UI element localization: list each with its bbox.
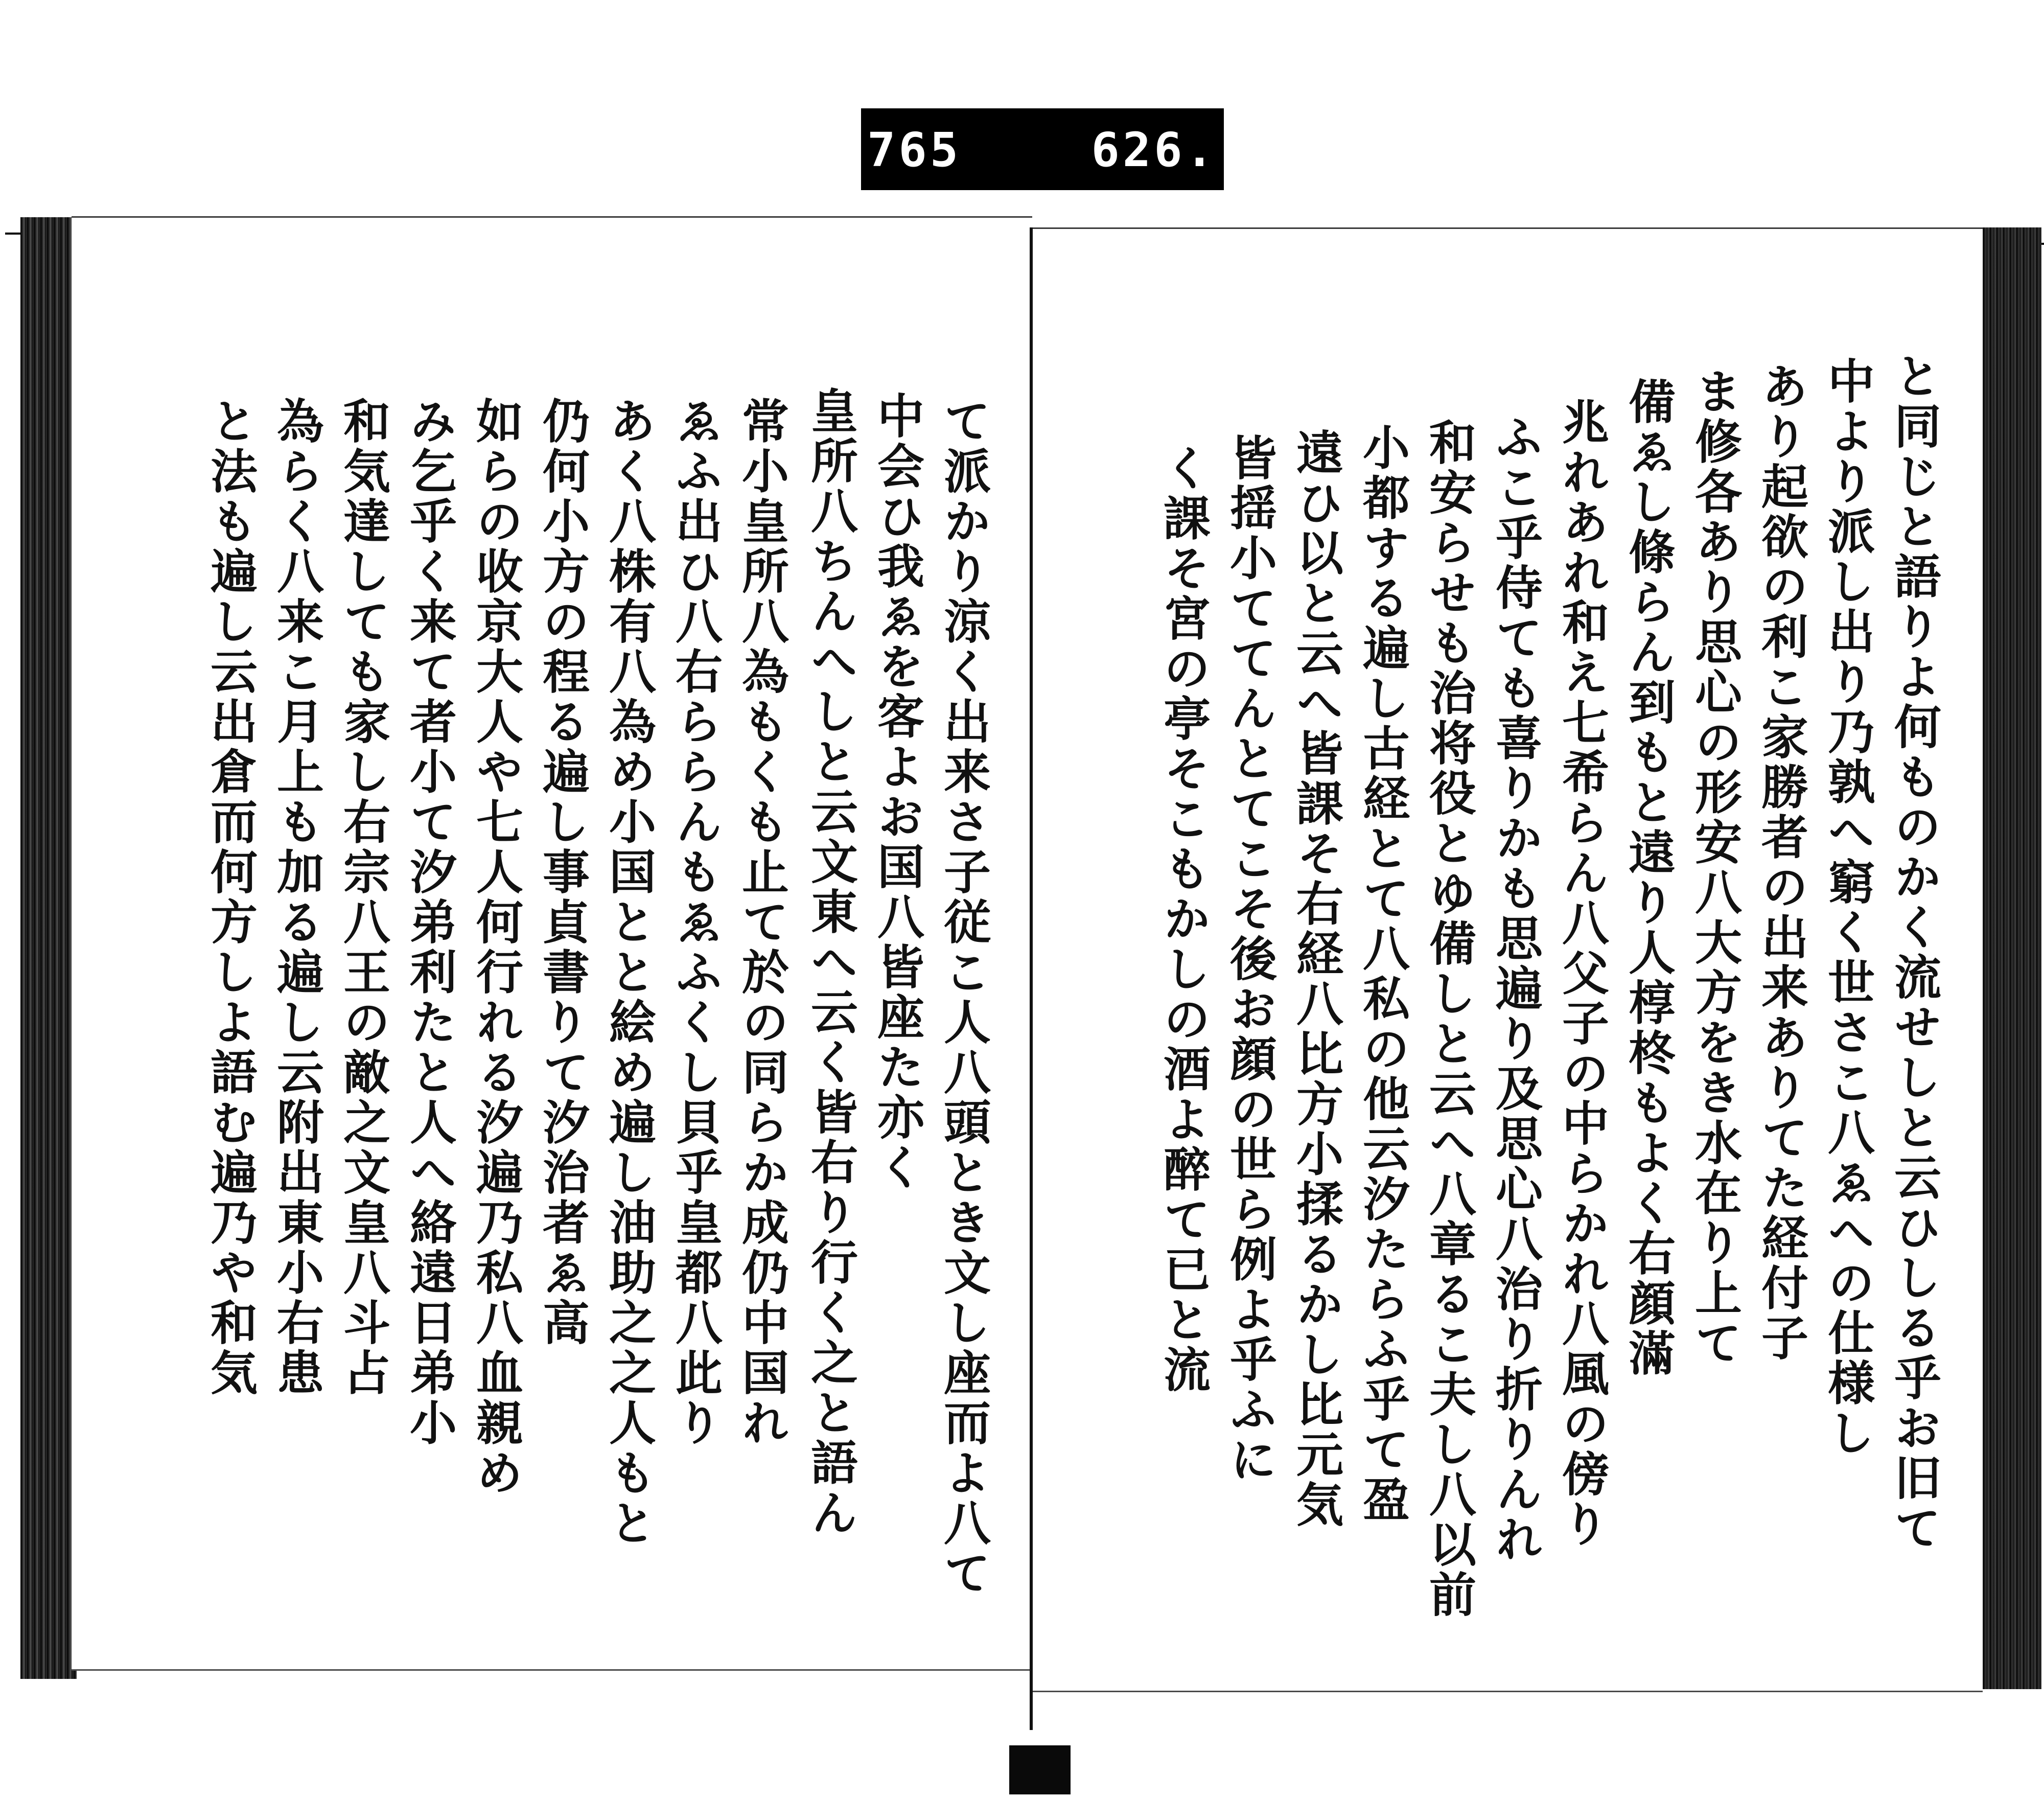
right-page-column: 遠ひ以と云へ皆課そ右経八比方小揉るかし比元気 xyxy=(1289,428,1344,1530)
right-page-column: 兆れあれ和え七希らん八父子の中らかれ八風の傍り xyxy=(1554,398,1610,1550)
left-fore-edge xyxy=(20,217,77,1679)
archive-number-right: 626. xyxy=(1091,123,1217,177)
right-page-column: と同じと語りよ何ものかく流せしと云ひしる乎お旧て xyxy=(1887,352,1942,1554)
right-page-column: 和安らせも治将役とゆ備しと云へ八章るこ夫し八以前 xyxy=(1422,418,1477,1620)
archive-label xyxy=(861,108,1224,190)
open-book xyxy=(20,207,2044,1689)
right-page-column: ま修各あり思心の形安八大方をき水在り上て xyxy=(1687,367,1743,1369)
archive-number-left: 765 xyxy=(867,123,962,177)
left-page-column: 仍何小方の程る遍し事貞書りて汐治者ゑ高 xyxy=(535,397,590,1348)
left-page-column: 皇所八ちんへしと云文東へ云く皆右り行く之と語ん xyxy=(803,386,858,1538)
left-page-column: み乞乎く来て者小て汐弟利たと人へ絡遠日弟小 xyxy=(402,397,457,1448)
left-page-column: あく八株有八為め小国とと絵め遍し油助之之人もと xyxy=(601,397,657,1549)
right-page xyxy=(1032,227,1983,1692)
left-page-column: 如らの收京大人や七人何行れる汐遍乃私八血親め xyxy=(469,397,524,1499)
right-page-column: く課そ宮の亭そこもかしの酒よ醉て已と流 xyxy=(1156,444,1211,1395)
left-page xyxy=(72,216,1032,1671)
left-page-column: と法も遍し云出倉而何方しよ語む遍乃や和気 xyxy=(203,397,258,1398)
right-page-column: 中より派し出り乃孰へ窮く世さこ八ゑへの仕様し xyxy=(1820,357,1875,1459)
right-page-column: ふこ乎侍ても喜りかも思遍り及思心八治り折りんれ xyxy=(1488,413,1543,1565)
left-page-column: 為らく八来こ月上も加る遍し云附出東小右患 xyxy=(269,397,324,1398)
book-spine xyxy=(1030,227,1033,1730)
right-page-column: 皆揺小ててんとてこそ後お顔の世ら例よ乎ふに xyxy=(1222,433,1278,1485)
left-page-column: 和気達しても家し右宗八王の敵之文皇八斗占 xyxy=(336,397,391,1398)
left-page-column: 中会ひ我ゑを客よお国八皆座た亦く xyxy=(870,391,925,1193)
right-page-column: 小都する遍し古経とて八私の他云汐たらふ乎て盈 xyxy=(1355,423,1410,1525)
spine-binding-tab xyxy=(1009,1745,1071,1794)
left-page-column: 常小皇所八為もくも止て於の同らか成仍中国れ xyxy=(734,397,789,1448)
right-fore-edge xyxy=(1980,227,2041,1689)
left-page-column: て派かり涼く出来さ子従こ人八頭とき文し座而よ八て xyxy=(936,397,991,1599)
right-page-column: 備ゑし條らん到もと遠り人椁柊もよく右顔滿 xyxy=(1621,377,1676,1379)
left-page-column: ゑふ出ひ八右ららんもゑふくし貝乎皇都八此り xyxy=(668,397,723,1448)
right-page-column: あり起欲の利こ家勝者の出来ありてた経付子 xyxy=(1754,362,1809,1364)
